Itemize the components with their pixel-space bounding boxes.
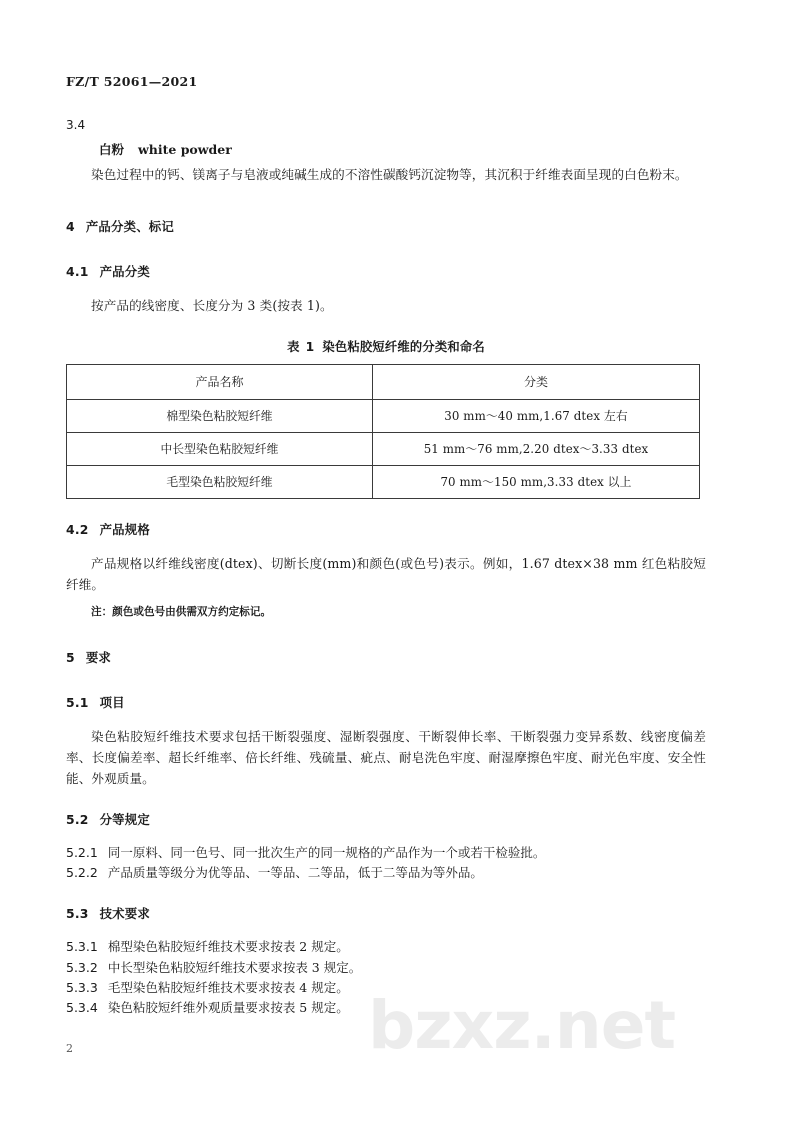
cell-classification: 30 mm～40 mm,1.67 dtex 左右 <box>373 400 700 433</box>
term-definition: 染色过程中的钙、镁离子与皂液或纯碱生成的不溶性碳酸钙沉淀物等，其沉积于纤维表面呈现的白色粉末。 <box>91 167 688 182</box>
clause-5-3-3-number: 5.3.3 <box>66 979 98 995</box>
table-row <box>67 433 700 466</box>
clause-5-2-2 <box>66 863 706 883</box>
clause-5-3-2-text: 中长型染色粘胶短纤维技术要求按表 3 规定。 <box>107 959 362 975</box>
table-row <box>67 400 700 433</box>
cell-classification: 51 mm～76 mm,2.20 dtex～3.33 dtex <box>373 433 700 466</box>
clause-5-3-4 <box>66 998 706 1018</box>
cell-product-name: 毛型染色粘胶短纤维 <box>67 466 373 499</box>
cell-product-name: 中长型染色粘胶短纤维 <box>67 433 373 466</box>
column-header-classification: 分类 <box>373 365 700 400</box>
cell-classification: 70 mm～150 mm,3.33 dtex 以上 <box>373 466 700 499</box>
term-number: 3.4 <box>66 118 86 132</box>
clause-5-1-title: 项目 <box>99 694 125 710</box>
clause-5-2-2-text: 产品质量等级分为优等品、一等品、二等品，低于二等品为等外品。 <box>107 865 483 881</box>
clause-5-2-1-number: 5.2.1 <box>66 844 98 860</box>
clause-4-2-note: 注：颜色或色号由供需双方约定标记。 <box>91 605 272 618</box>
clause-5-3-1-number: 5.3.1 <box>66 939 98 955</box>
clause-5-2-title: 分等规定 <box>99 811 150 827</box>
clause-4-title: 产品分类、标记 <box>85 219 174 235</box>
clause-4-1-number: 4.1 <box>66 264 89 280</box>
clause-4-2-text: 产品规格以纤维线密度(dtex)、切断长度(mm)和颜色(或色号)表示。例如，1.67 dtex×38 mm 红色粘胶短纤维。 <box>66 556 706 593</box>
table-caption-title: 染色粘胶短纤维的分类和命名 <box>322 340 485 355</box>
clause-4-heading <box>66 217 706 235</box>
table-row <box>67 466 700 499</box>
clause-5-2-1-text: 同一原料、同一色号、同一批次生产的同一规格的产品作为一个或若干检验批。 <box>107 844 546 860</box>
clause-4-1-heading <box>66 262 706 280</box>
clause-4-2-heading <box>66 520 706 538</box>
running-head: FZ/T 52061—2021 <box>66 74 198 89</box>
table-header-row <box>67 365 700 400</box>
clause-5-2-1 <box>66 843 706 863</box>
clause-5-2-2-number: 5.2.2 <box>66 865 98 881</box>
page-content <box>66 74 706 1018</box>
clause-4-2-title: 产品规格 <box>99 522 150 538</box>
table-caption-label: 表 <box>287 340 300 355</box>
clause-5-3-2-number: 5.3.2 <box>66 959 98 975</box>
clause-5-title: 要求 <box>85 649 112 665</box>
table-head <box>67 365 700 400</box>
clause-5-heading <box>66 648 706 666</box>
table-1-caption <box>66 337 706 355</box>
clause-4-2-number: 4.2 <box>66 522 89 538</box>
page-number: 2 <box>66 1042 73 1055</box>
term-english: white powder <box>138 142 232 157</box>
clause-5-3-4-text: 染色粘胶短纤维外观质量要求按表 5 规定。 <box>107 1000 349 1016</box>
clause-5-3-1-text: 棉型染色粘胶短纤维技术要求按表 2 规定。 <box>107 939 349 955</box>
table-caption-number: 1 <box>305 340 315 355</box>
clause-5-2-heading <box>66 810 706 828</box>
clause-5-1-heading <box>66 693 706 711</box>
clause-5-3-4-number: 5.3.4 <box>66 1000 98 1016</box>
clause-5-number: 5 <box>66 649 75 665</box>
column-header-product-name: 产品名称 <box>67 365 373 400</box>
term-heading <box>66 140 706 158</box>
table-1-classification <box>66 364 700 499</box>
clause-5-1-number: 5.1 <box>66 694 89 710</box>
term-chinese: 白粉 <box>99 142 125 157</box>
clause-4-number: 4 <box>66 219 75 235</box>
clause-5-3-2 <box>66 958 706 978</box>
clause-5-2-number: 5.2 <box>66 811 89 827</box>
clause-5-3-3-text: 毛型染色粘胶短纤维技术要求按表 4 规定。 <box>107 979 349 995</box>
cell-product-name: 棉型染色粘胶短纤维 <box>67 400 373 433</box>
clause-4-1-title: 产品分类 <box>99 264 150 280</box>
clause-5-3-1 <box>66 937 706 957</box>
watermark: bzxz.net <box>368 987 676 1064</box>
clause-5-1-text: 染色粘胶短纤维技术要求包括干断裂强度、湿断裂强度、干断裂伸长率、干断裂强力变异系数、线密度偏差率、长度偏差率、超长纤维率、倍长纤维、残硫量、疵点、耐皂洗色牢度、耐湿摩擦色牢度、耐光色牢度、安全性能、外观质量。 <box>66 728 706 786</box>
clause-5-3-number: 5.3 <box>66 906 89 922</box>
clause-5-3-title: 技术要求 <box>99 906 150 922</box>
clause-4-1-text: 按产品的线密度、长度分为 3 类(按表 1)。 <box>91 298 333 314</box>
clause-5-3-heading <box>66 904 706 922</box>
table-body <box>67 400 700 499</box>
clause-5-3-3 <box>66 978 706 998</box>
